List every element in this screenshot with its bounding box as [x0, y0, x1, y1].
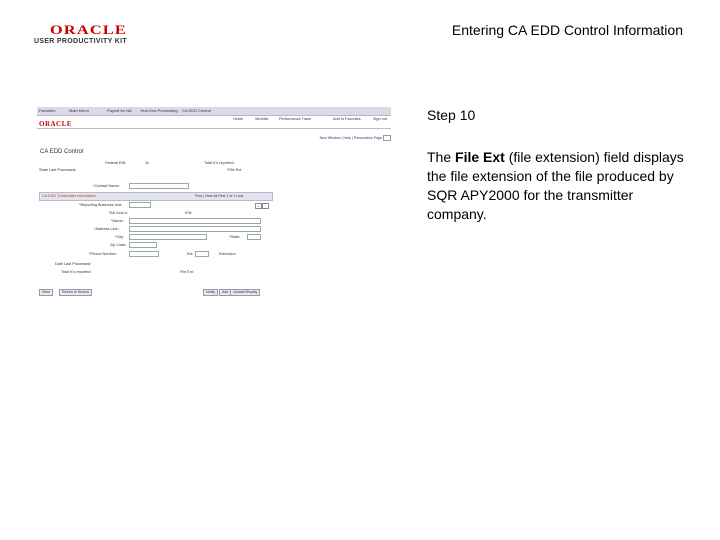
link-add-favorites[interactable]: Add to Favorites	[333, 117, 361, 121]
ein-label: EIN:	[185, 211, 193, 215]
city-label: *City:	[115, 235, 125, 239]
page-title: Entering CA EDD Control Information	[451, 22, 683, 38]
add-row-icon[interactable]: +	[255, 203, 262, 209]
phone-number-label: *Phone Number:	[89, 252, 118, 256]
total-k-reported-label: Total K's reported:	[61, 270, 92, 274]
file-ext-label: *File Ext:	[227, 168, 243, 172]
ext-field[interactable]	[195, 251, 209, 257]
extension-label: Extension	[219, 252, 236, 256]
nav-favorites[interactable]: Favorites	[39, 108, 56, 113]
component-title: CA EDD Control	[40, 149, 84, 155]
federal-ein-value: 11	[145, 161, 149, 165]
file-ext-2-label: File Ext:	[180, 270, 194, 274]
nav-payroll[interactable]: Payroll for NA	[107, 108, 132, 113]
desc-field-name: File Ext	[455, 149, 505, 165]
brand-logo: ORACLE	[39, 120, 72, 128]
transmitter-grid-header	[39, 192, 273, 201]
step-description	[427, 148, 687, 224]
grid-title: CA EDD Transmitter Information	[42, 194, 97, 198]
help-links	[320, 135, 391, 141]
contact-name-field[interactable]	[129, 183, 189, 189]
city-field[interactable]	[129, 234, 207, 240]
ext-label: Ext:	[187, 252, 194, 256]
logo-product: USER PRODUCTIVITY KIT	[34, 38, 127, 45]
desc-suffix: (file extension) field displays the file extension of the file produced by SQR APY2000 for the transmitter company.	[427, 149, 684, 222]
divider	[37, 128, 391, 129]
navbar	[37, 107, 391, 116]
zip-code-label: Zip Code:	[110, 243, 127, 247]
name-label: *Name:	[111, 219, 124, 223]
embedded-screenshot	[37, 107, 391, 297]
federal-ein-label: Federal EIN:	[105, 161, 127, 165]
link-home[interactable]: Home	[233, 117, 244, 121]
state-label: *State:	[229, 235, 241, 239]
link-worklist[interactable]: Worklist	[255, 117, 269, 121]
nav-year-end[interactable]: Year-End Processing	[140, 108, 178, 113]
return-to-search-button[interactable]: Return to Search	[59, 289, 92, 296]
help-links-text[interactable]: New Window | Help | Personalize Page	[319, 135, 382, 140]
reporting-bu-field[interactable]	[129, 202, 151, 208]
address-line-label: *Address Line:	[94, 227, 119, 231]
notify-button[interactable]: Notify	[203, 289, 218, 296]
state-field[interactable]	[247, 234, 261, 240]
nav-main-menu[interactable]: Main Menu	[69, 108, 89, 113]
logo-brand: ORACLE	[50, 22, 128, 37]
sui-acct-label: SUI Acct #:	[109, 211, 128, 215]
grid-navigation[interactable]: Find | View All First 1 of 1 Last	[195, 194, 244, 198]
update-display-button[interactable]: Update/Display	[230, 289, 260, 296]
link-sign-out[interactable]: Sign out	[373, 117, 387, 121]
name-field[interactable]	[129, 218, 261, 224]
add-button[interactable]: Add	[219, 289, 231, 296]
address-line-field[interactable]	[129, 226, 261, 232]
date-last-processed-label: Date Last Processed:	[55, 262, 92, 266]
step-title: Step 10	[427, 107, 476, 123]
link-performance-trace[interactable]: Performance Trace	[279, 117, 312, 121]
delete-row-icon[interactable]: -	[262, 203, 269, 209]
phone-number-field[interactable]	[129, 251, 159, 257]
desc-prefix: The	[427, 149, 456, 165]
reporting-bu-label: *Reporting Business Unit:	[79, 203, 123, 207]
total-k-label: Total K's reported:	[204, 161, 235, 165]
nav-ca-edd[interactable]: CA EDD Control	[182, 108, 211, 113]
personalize-icon[interactable]	[383, 135, 391, 141]
oracle-upk-logo	[34, 22, 134, 50]
state-last-processed-label: State Last Processed:	[39, 168, 77, 172]
save-button[interactable]: Save	[39, 289, 53, 296]
zip-code-field[interactable]	[129, 242, 157, 248]
contact-name-label: *Contact Name:	[93, 184, 120, 188]
